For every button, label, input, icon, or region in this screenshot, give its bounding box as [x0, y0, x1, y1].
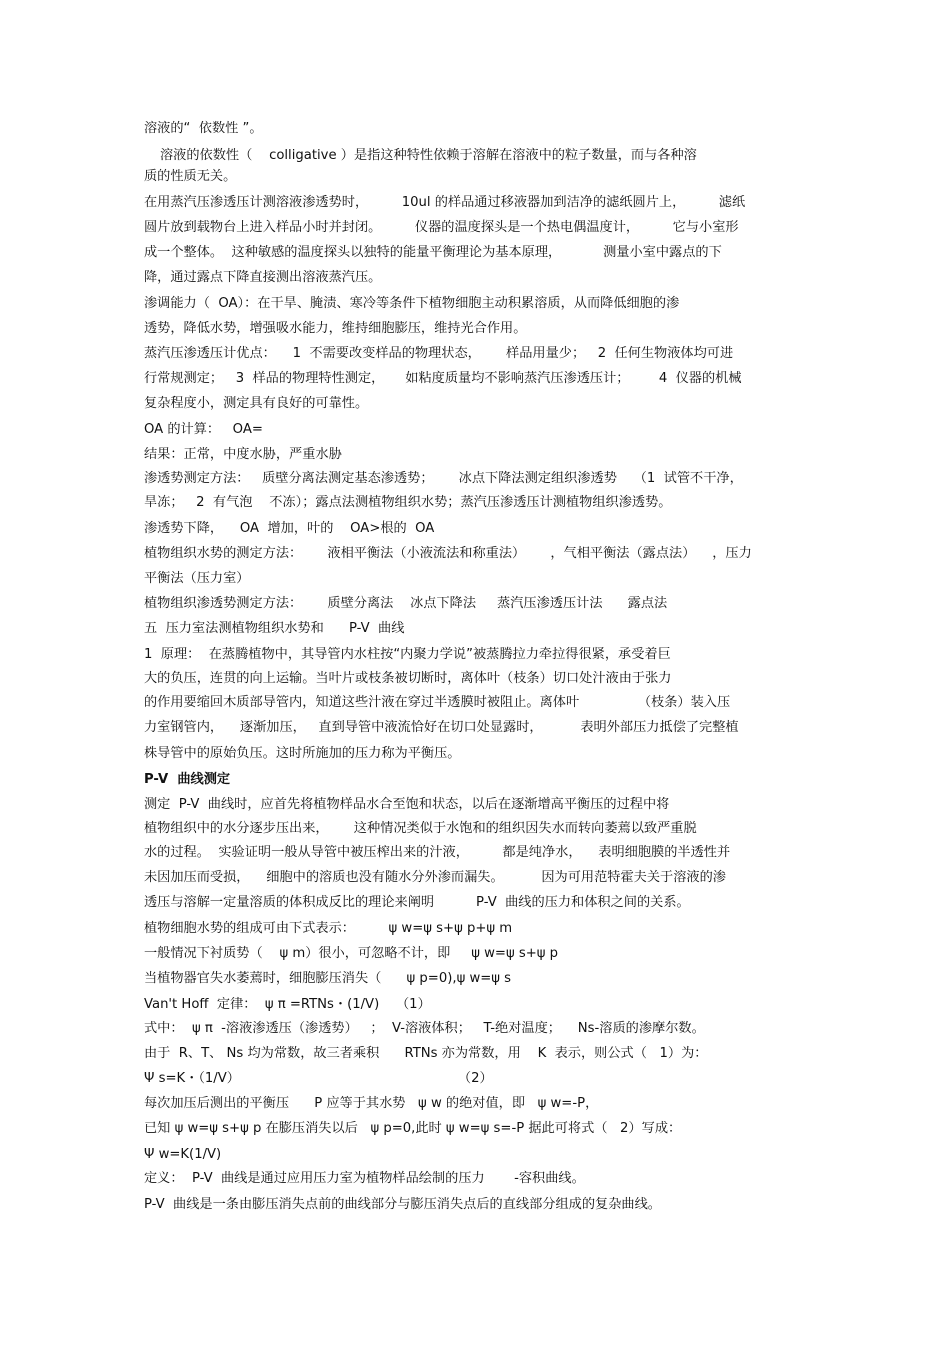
text-line: OA 的计算： OA=: [144, 422, 263, 437]
text-line: 已知 ψ w=ψ s+ψ p 在膨压消失以后 ψ p=0,此时 ψ w=ψ s=-P 据此可将式（ 2）写成：: [144, 1121, 682, 1136]
text-line: 测定 P-V 曲线时，应首先将植物样品水合至饱和状态，以后在逐渐增高平衡压的过程中将: [144, 797, 670, 812]
text-line: 定义： P-V 曲线是通过应用压力室为植物样品绘制的压力 -容积曲线。: [144, 1171, 585, 1186]
text-line: 未因加压而受损， 细胞中的溶质也没有随水分外渗而漏失。 因为可用范特霍夫关于溶液的渗: [144, 870, 726, 885]
text-line: 透势，降低水势，增强吸水能力，维持细胞膨压，维持光合作用。: [144, 321, 527, 336]
section-heading: 五 压力室法测植物组织水势和 P-V 曲线: [144, 621, 405, 636]
text-line: 水的过程。 实验证明一般从导管中被压榨出来的汁液， 都是纯净水， 表明细胞膜的半透性并: [144, 845, 731, 860]
text-line: 由于 R、T、 Ns 均为常数，故三者乘积 RTNs 亦为常数，用 K 表示，则公式（ 1）为：: [144, 1046, 708, 1061]
text-line: 的作用要缩回木质部导管内，知道这些汁液在穿过半透膜时被阻止。离体叶 （枝条）装入压: [144, 695, 731, 710]
formula-line: 一般情况下衬质势（ ψ m）很小，可忽略不计，即 ψ w=ψ s+ψ p: [144, 946, 559, 961]
formula-line: Ψ w=K(1/V): [144, 1147, 222, 1162]
text-line: 复杂程度小，测定具有良好的可靠性。: [144, 396, 369, 411]
text-line: 行常规测定； 3 样品的物理特性测定， 如粘度质量均不影响蒸汽压渗透压计； 4 仪器的机械: [144, 371, 742, 386]
section-heading: P-V 曲线测定: [144, 772, 231, 787]
text-line: 溶液的“ 依数性 ”。: [144, 121, 263, 136]
text-line: 渗透势下降， OA 增加，叶的 OA>根的 OA: [144, 521, 435, 536]
text-line: 在用蒸汽压渗透压计测溶液渗透势时， 10ul 的样品通过移液器加到洁净的滤纸圆片上， 滤纸: [144, 195, 746, 210]
text-line: 结果：正常，中度水胁，严重水胁: [144, 447, 342, 462]
text-line: P-V 曲线是一条由膨压消失点前的曲线部分与膨压消失点后的直线部分组成的复杂曲线。: [144, 1197, 661, 1212]
text-line: 1 原理： 在蒸腾植物中，其导管内水柱按“内聚力学说”被蒸腾拉力牵拉得很紧，承受着巨: [144, 647, 671, 662]
text-line: 每次加压后测出的平衡压 P 应等于其水势 ψ w 的绝对值，即 ψ w=-P，: [144, 1096, 599, 1111]
formula-line: Ψ s=K・（1/V） （2）: [144, 1071, 493, 1086]
text-line: 透压与溶解一定量溶质的体积成反比的理论来阐明 P-V 曲线的压力和体积之间的关系。: [144, 895, 690, 910]
text-line: 旱冻； 2 有气泡 不冻）；露点法测植物组织水势；蒸汽压渗透压计测植物组织渗透势。: [144, 495, 672, 510]
text-line: 式中： ψ π -溶液渗透压（渗透势） ； V-溶液体积； T-绝对温度； Ns-溶质的渗摩尔数。: [144, 1021, 705, 1036]
text-line: 植物组织中的水分逐步压出来， 这种情况类似于水饱和的组织因失水而转向萎蔫以致严重脱: [144, 821, 697, 836]
text-line: 株导管中的原始负压。这时所施加的压力称为平衡压。: [144, 746, 461, 761]
text-line: 质的性质无关。: [144, 169, 237, 184]
text-line: 圆片放到载物台上进入样品小时并封闭。 仪器的温度探头是一个热电偶温度计， 它与小室形: [144, 220, 739, 235]
text-line: 植物组织渗透势测定方法： 质壁分离法 冰点下降法 蒸汽压渗透压计法 露点法: [144, 596, 668, 611]
formula-line: 当植物器官失水萎蔫时，细胞膨压消失（ ψ p=0),ψ w=ψ s: [144, 971, 512, 986]
text-line: 大的负压，连贯的向上运输。当叶片或枝条被切断时，离体叶（枝条）切口处汁液由于张力: [144, 671, 672, 686]
text-line: 渗透势测定方法： 质壁分离法测定基态渗透势； 冰点下降法测定组织渗透势 （1 试管不干净，: [144, 471, 743, 486]
text-line: 蒸汽压渗透压计优点： 1 不需要改变样品的物理状态， 样品用量少； 2 任何生物液体均可进: [144, 346, 734, 361]
text-line: 溶液的依数性（ colligative ）是指这种特性依赖于溶解在溶液中的粒子数量，而与各种溶: [160, 148, 697, 163]
text-line: 平衡法（压力室）: [144, 571, 250, 586]
text-line: 力室钢管内， 逐渐加压， 直到导管中液流恰好在切口处显露时， 表明外部压力抵偿了完整植: [144, 720, 739, 735]
text-line: 渗调能力（ OA）：在干旱、腌渍、寒冷等条件下植物细胞主动积累溶质，从而降低细胞的渗: [144, 296, 680, 311]
formula-line: 植物细胞水势的组成可由下式表示： ψ w=ψ s+ψ p+ψ m: [144, 921, 513, 936]
text-line: 降，通过露点下降直接测出溶液蒸汽压。: [144, 270, 382, 285]
formula-line: Van't Hoff 定律： ψ π =RTNs・(1/V) （1）: [144, 997, 431, 1012]
text-line: 植物组织水势的测定方法： 液相平衡法（小液流法和称重法） ，气相平衡法（露点法） ，压力: [144, 546, 752, 561]
text-line: 成一个整体。 这种敏感的温度探头以独特的能量平衡理论为基本原理， 测量小室中露点的下: [144, 245, 722, 260]
